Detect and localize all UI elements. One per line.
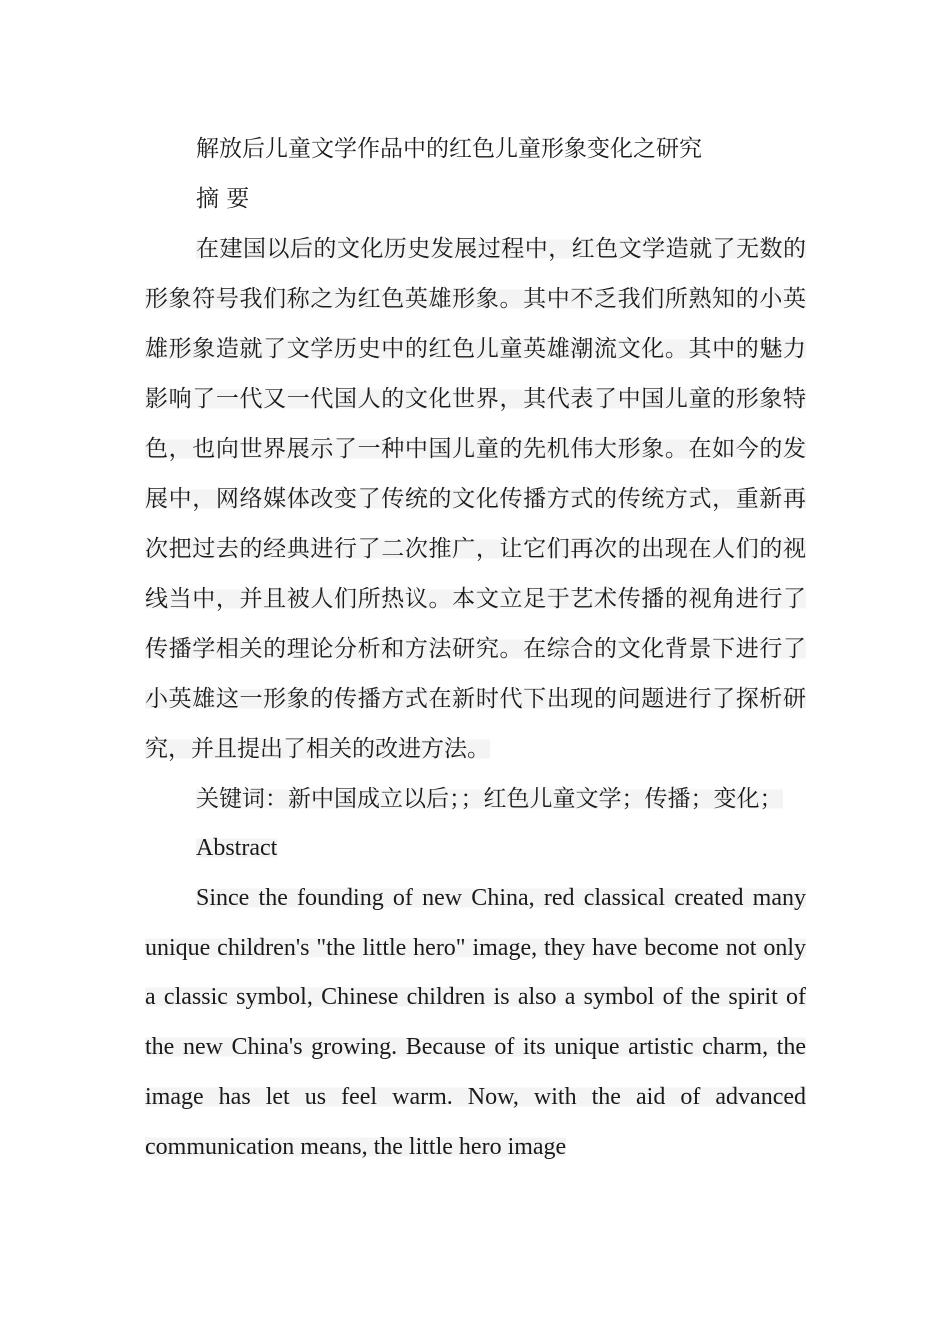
- abstract-body: [145, 224, 806, 774]
- english-abstract-heading-text: Abstract: [196, 835, 278, 861]
- abstract-body-text: 在建国以后的文化历史发展过程中，红色文学造就了无数的形象符号我们称之为红色英雄形象。其中不乏我们所熟知的小英雄形象造就了文学历史中的红色儿童英雄潮流文化。其中的魅力影响了一代又一代国人的文化世界，其代表了中国儿童的形象特色，也向世界展示了一种中国儿童的先机伟大形象。在如今的发展中，网络媒体改变了传统的文化传播方式的传统方式，重新再次把过去的经典进行了二次推广，让它们再次的出现在人们的视线当中，并且被人们所热议。本文立足于艺术传播的视角进行了传播学相关的理论分析和方法研究。在综合的文化背景下进行了小英雄这一形象的传播方式在新时代下出现的问题进行了探析研究，并且提出了相关的改进方法。: [145, 236, 806, 762]
- abstract-heading: 摘 要: [196, 186, 250, 212]
- keywords-line: [145, 774, 806, 824]
- english-abstract-heading: [145, 824, 806, 874]
- document-page: [145, 124, 806, 1173]
- document-title: 解放后儿童文学作品中的红色儿童形象变化之研究: [196, 136, 702, 162]
- keywords-text: 关键词：新中国成立以后；；红色儿童文学；传播；变化；: [196, 786, 783, 812]
- english-abstract-body-text: Since the founding of new China, red classical created many unique children's "the little hero" image, they have become not only a classic symbol, Chinese children is also a symbol of the spirit of the new China's growing. Because of its unique artistic charm, the image has let us feel warm. Now, with the aid of advanced communication means, the little hero image: [145, 884, 806, 1160]
- english-abstract-body: [145, 874, 806, 1173]
